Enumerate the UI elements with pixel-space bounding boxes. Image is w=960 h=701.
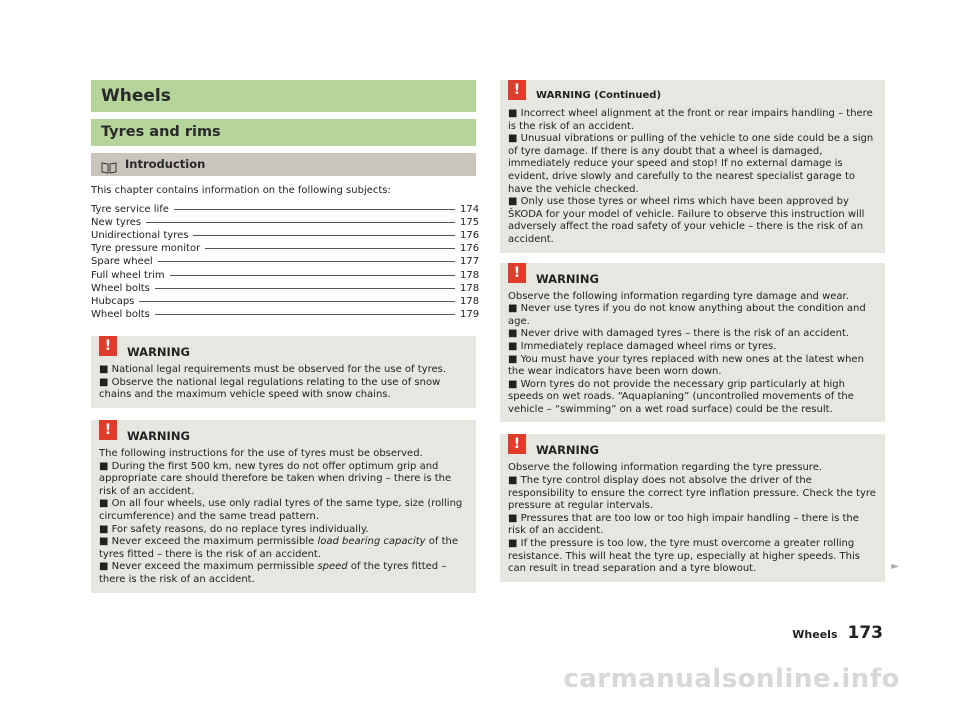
toc-item[interactable]: Unidirectional tyres 176 [91, 229, 480, 241]
book-icon [101, 159, 117, 171]
warning-intro: The following instructions for the use of tyres must be observed. [99, 448, 423, 460]
warning-line: ■ Worn tyres do not provide the necessary grip particularly at high speeds on wet roads. “Aquaplaning” (uncontrolled movements of the vehicle – “swimming” on a wet road surface) could be the result. [508, 378, 854, 415]
section-title: Tyres and rims [91, 119, 476, 146]
toc-item[interactable]: Full wheel trim 178 [91, 269, 480, 281]
warning-line-load: ■ Never exceed the maximum permissible load bearing capacity of the tyres fitted – there is the risk of an accident. [99, 536, 459, 560]
footer-section: Wheels [792, 628, 838, 641]
intro-lead: This chapter contains information on the following subjects: [91, 185, 391, 196]
warning-icon: ! [99, 420, 117, 440]
warning-icon: ! [508, 434, 526, 454]
warning-line: ■ Incorrect wheel alignment at the front or rear impairs handling – there is the risk of an accident. [508, 108, 873, 132]
warning-box-snow-chains [91, 336, 476, 408]
warning-box-continued [500, 80, 885, 253]
warning-icon: ! [99, 336, 117, 356]
left-column [91, 80, 480, 593]
warning-title: WARNING [127, 429, 190, 444]
page-number: 173 [847, 623, 883, 643]
warning-intro: Observe the following information regarding tyre damage and wear. [508, 290, 849, 302]
warning-line: ■ Never drive with damaged tyres – there is the risk of an accident. [508, 328, 850, 340]
warning-line: ■ During the first 500 km, new tyres do not offer optimum grip and appropriate care should therefore be taken when driving – there is the risk of an accident. [99, 460, 452, 497]
warning-box-damage-wear [500, 263, 885, 423]
warning-line-speed: ■ Never exceed the maximum permissible speed of the tyres fitted – there is the risk of an accident. [99, 561, 447, 585]
right-column [500, 80, 899, 582]
warning-line: ■ Pressures that are too low or too high impair handling – there is the risk of an accident. [508, 512, 859, 537]
toc-item[interactable]: Tyre pressure monitor 176 [91, 243, 480, 255]
warning-line: ■ Immediately replace damaged wheel rims or tyres. [508, 340, 777, 352]
intro-heading-bar [91, 153, 476, 176]
toc-item[interactable]: Hubcaps 178 [91, 295, 480, 307]
warning-line: ■ On all four wheels, use only radial tyres of the same type, size (rolling circumference) and the same tread pattern. [99, 498, 463, 523]
toc-list [91, 203, 480, 323]
toc-item[interactable]: Tyre service life 174 [91, 203, 480, 215]
warning-title: WARNING [127, 345, 190, 360]
warning-line: ■ National legal requirements must be observed for the use of tyres. [99, 364, 447, 376]
warning-intro: Observe the following information regarding the tyre pressure. [508, 462, 823, 474]
warning-line: ■ If the pressure is too low, the tyre must overcome a greater rolling resistance. This will heat the tyre up, especially at higher speeds. This can result in tread separation and a tyre blowout. [508, 538, 860, 575]
warning-line: ■ You must have your tyres replaced with new ones at the latest when the wear indicators have been worn down. [508, 353, 864, 378]
chapter-title: Wheels [91, 80, 476, 112]
warning-icon: ! [508, 80, 526, 100]
warning-line: ■ For safety reasons, do no replace tyres individually. [99, 523, 369, 535]
warning-title: WARNING (Continued) [536, 90, 662, 101]
intro-heading: Introduction [125, 157, 206, 171]
warning-line: ■ Observe the national legal regulations relating to the use of snow chains and the maximum vehicle speed with snow chains. [99, 376, 441, 401]
warning-icon: ! [508, 263, 526, 283]
warning-box-tyre-use [91, 420, 476, 593]
continue-arrow-icon: ► [891, 561, 899, 573]
warning-title: WARNING [536, 271, 599, 286]
toc-item[interactable]: Wheel bolts 178 [91, 282, 480, 294]
warning-line: ■ Unusual vibrations or pulling of the vehicle to one side could be a sign of tyre damage. If there is any doubt that a wheel is damaged, immediately reduce your speed and stop! If no external damage is evident, drive slowly and carefully to the nearest specialist garage to have the vehicle checked. [508, 133, 874, 195]
warning-box-tyre-pressure [500, 434, 899, 581]
warning-line: ■ The tyre control display does not absolve the driver of the responsibility to ensure the correct tyre inflation pressure. Check the tyre pressure at regular intervals. [508, 475, 876, 512]
toc-item[interactable]: Wheel bolts 179 [91, 309, 480, 321]
page-footer [792, 623, 883, 643]
toc-item[interactable]: Spare wheel 177 [91, 256, 480, 268]
warning-line: ■ Never use tyres if you do not know anything about the condition and age. [508, 303, 866, 327]
warning-line: ■ Only use those tyres or wheel rims which have been approved by ŠKODA for your model of vehicle. Failure to observe this instruction will adversely affect the road safety of your vehicle – there is the risk of an accident. [508, 196, 865, 245]
watermark: carmanualsonline.info [563, 664, 900, 694]
toc-item[interactable]: New tyres 175 [91, 216, 480, 228]
warning-title: WARNING [536, 443, 599, 458]
